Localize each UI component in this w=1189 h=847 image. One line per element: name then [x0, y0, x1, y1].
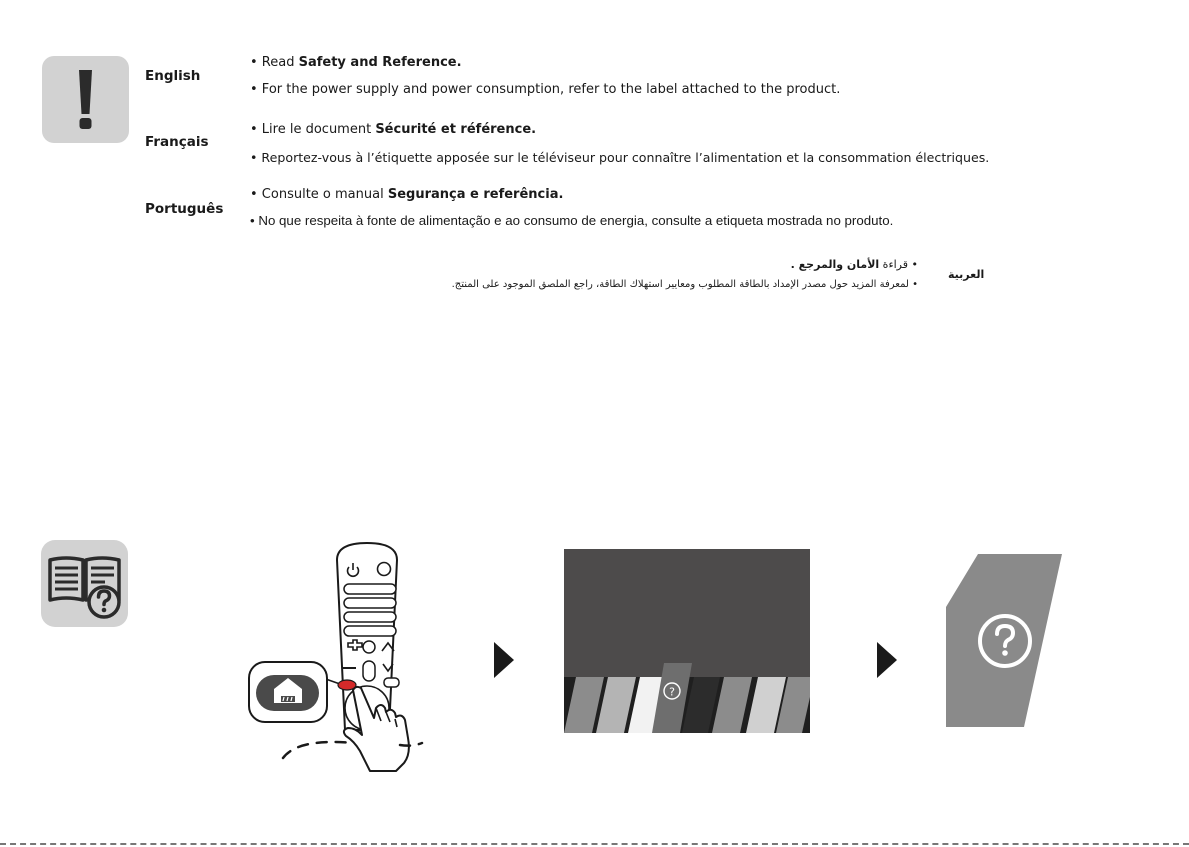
remote-illustration	[240, 538, 440, 778]
english-line-1-prefix: • Read	[250, 55, 299, 70]
francais-line-1	[250, 122, 536, 137]
page-bottom-dashed-border	[0, 843, 1189, 845]
francais-line-2: • Reportez-vous à l’étiquette apposée sur le téléviseur pour connaître l’alimentation et la consommation électriques.	[250, 150, 990, 165]
lang-label-arabic: العربية	[948, 268, 985, 281]
book-question-icon	[41, 540, 128, 627]
arabic-doc-title: الأمان والمرجع .	[790, 258, 880, 271]
arabic-line-2: • لمعرفة المزيد حول مصدر الإمداد بالطاقة المطلوب ومعايير استهلاك الطاقة، راجع الملصق الموجود على المنتج.	[451, 279, 918, 290]
exclamation-icon	[42, 56, 129, 143]
portugues-doc-title: Segurança e referência.	[387, 187, 564, 202]
francais-line-1-prefix: • Lire le document	[250, 122, 376, 137]
arabic-line-1-prefix: • قراءة	[879, 258, 918, 271]
play-arrow-icon	[877, 642, 899, 678]
help-panel-illustration	[946, 554, 1064, 729]
round-button	[378, 563, 391, 576]
english-doc-title: Safety and Reference.	[298, 55, 462, 70]
tv-screen-illustration	[564, 549, 810, 733]
manual-icon-box	[41, 540, 128, 627]
portugues-line-2: • No que respeita à fonte de alimentação e ao consumo de energia, consulte a etiqueta mostrada no produto.	[250, 213, 894, 228]
english-line-2: • For the power supply and power consumption, refer to the label attached to the product.	[250, 82, 841, 97]
lang-label-francais: Français	[145, 134, 209, 150]
arabic-line-1	[791, 258, 918, 271]
svg-text:?: ?	[669, 685, 675, 699]
english-line-1	[250, 55, 462, 70]
lang-label-portugues: Português	[145, 201, 224, 217]
lang-label-english: English	[145, 68, 201, 84]
portugues-line-1	[250, 187, 563, 202]
portugues-line-1-prefix: • Consulte o manual	[250, 187, 388, 202]
warning-icon-box	[42, 56, 129, 143]
francais-doc-title: Sécurité et référence.	[375, 122, 537, 137]
play-arrow-icon	[494, 642, 516, 678]
